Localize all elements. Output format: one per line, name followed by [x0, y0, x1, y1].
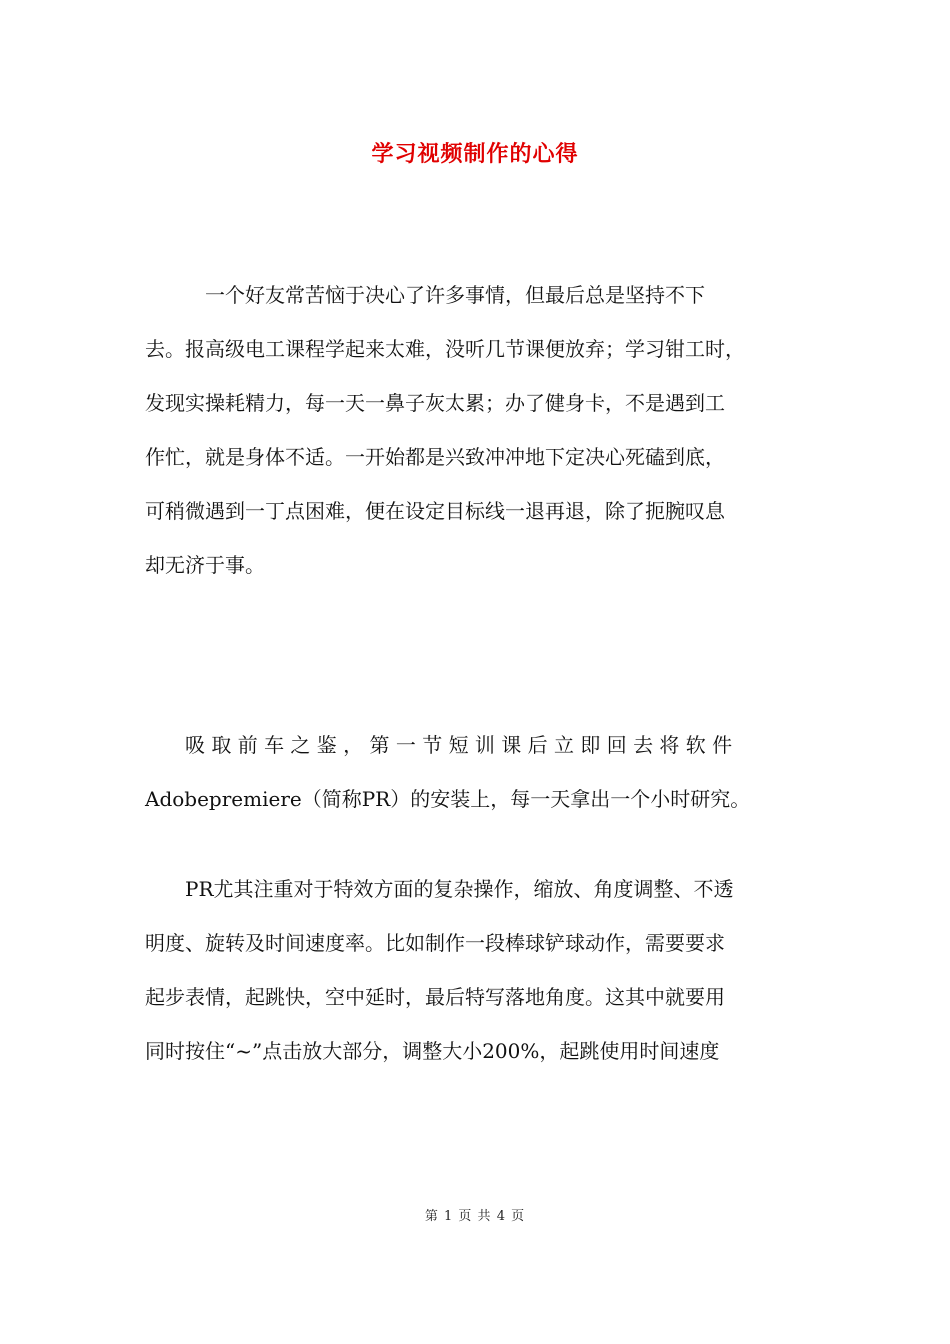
- paragraph-3: [145, 862, 805, 1078]
- paragraph-line: 可稍微遇到一丁点困难，便在设定目标线一退再退，除了扼腕叹息: [145, 499, 725, 523]
- paragraph-line: 作忙，就是身体不适。一开始都是兴致冲冲地下定决心死磕到底，: [145, 445, 725, 469]
- paragraph-line: 去。报高级电工课程学起来太难，没听几节课便放弃；学习钳工时，: [145, 337, 745, 361]
- paragraph-line: 起步表情，起跳快，空中延时，最后特写落地角度。这其中就要用: [145, 985, 725, 1009]
- document-title: 学习视频制作的心得: [371, 141, 579, 167]
- paragraph-line: 发现实操耗精力，每一天一鼻子灰太累；办了健身卡，不是遇到工: [145, 391, 725, 415]
- paragraph-line: Adobepremiere（简称PR）的安装上，每一天拿出一个小时研究。: [145, 787, 751, 811]
- page-footer: 第 1 页 共 4 页: [424, 1209, 526, 1224]
- paragraph-line: 一个好友常苦恼于决心了许多事情，但最后总是坚持不下: [145, 283, 705, 307]
- paragraph-line: PR尤其注重对于特效方面的复杂操作，缩放、角度调整、不透: [145, 877, 734, 901]
- paragraph-line: 却无济于事。: [145, 553, 265, 577]
- paragraph-line: 吸 取 前 车 之 鉴 ， 第 一 节 短 训 课 后 立 即 回 去 将 软 件: [145, 733, 733, 757]
- paragraph-line: 同时按住“~”点击放大部分，调整大小200%，起跳使用时间速度: [145, 1039, 720, 1063]
- paragraph-1: [145, 268, 805, 592]
- paragraph-2: [145, 718, 805, 826]
- paragraph-line: 明度、旋转及时间速度率。比如制作一段棒球铲球动作，需要要求: [145, 931, 725, 955]
